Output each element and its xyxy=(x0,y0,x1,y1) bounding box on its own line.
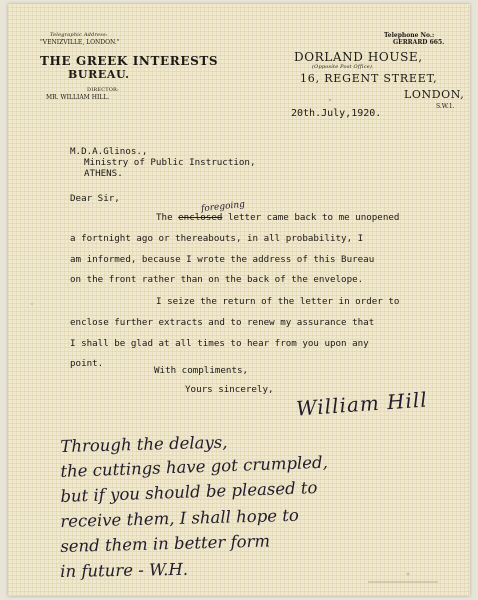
salutation: Dear Sir, xyxy=(70,193,120,204)
recipient-line: ATHENS. xyxy=(84,168,123,179)
paragraph-line: am informed, because I wrote the address of this Bureau xyxy=(70,253,375,265)
handwritten-note-line: send them in better form xyxy=(60,531,271,556)
paragraph-line: on the front rather than on the back of the envelope. xyxy=(70,274,364,286)
handwritten-note-line: receive them, I shall hope to xyxy=(60,505,300,531)
director-name: MR. WILLIAM HILL. xyxy=(46,94,110,101)
handwritten-note-line: but if you should be pleased to xyxy=(60,478,318,506)
paragraph-line: point. xyxy=(70,358,104,370)
letter-date: 20th.July,1920. xyxy=(291,108,382,119)
address-building: DORLAND HOUSE, xyxy=(294,50,423,64)
recipient-line: M.D.A.Glinos., xyxy=(70,146,148,157)
address-street: 16, REGENT STREET, xyxy=(300,72,438,85)
letter-sheet xyxy=(8,4,470,596)
paragraph-line: I shall be glad at all times to hear from you upon any xyxy=(70,337,369,349)
paragraph-line: enclose further extracts and to renew my assurance that xyxy=(70,316,375,328)
address-district: S.W.1. xyxy=(436,103,455,110)
organization-name-line2: BUREAU. xyxy=(68,68,130,81)
handwritten-note-line: Through the delays, xyxy=(60,432,228,456)
closing-sincerely: Yours sincerely, xyxy=(185,384,274,395)
handwritten-insertion: foregoing xyxy=(200,199,246,215)
paragraph-text: The xyxy=(156,212,179,223)
paragraph-line: a fortnight ago or thereabouts, in all probability, I xyxy=(70,232,364,244)
telegraphic-address-name: "VENIZVILLE, LONDON." xyxy=(40,39,120,46)
handwritten-note-line: in future - W.H. xyxy=(60,559,189,581)
address-note: (Opposite Post Office). xyxy=(312,64,374,70)
paragraph-line: I seize the return of the letter in order to xyxy=(156,296,400,307)
director-label: DIRECTOR: xyxy=(87,87,119,93)
telephone-label: Telephone No.: xyxy=(384,32,435,39)
paragraph-text: letter came back to me unopened xyxy=(222,212,400,223)
handwritten-note-line: the cuttings have got crumpled, xyxy=(60,452,329,481)
recipient-line: Ministry of Public Instruction, xyxy=(84,157,256,168)
organization-name-line1: THE GREEK INTERESTS xyxy=(40,54,219,68)
signature: William Hill xyxy=(295,387,429,421)
paper-texture xyxy=(8,4,470,596)
address-city: LONDON, xyxy=(404,88,465,101)
telegraphic-address-label: Telegraphic Address: xyxy=(50,32,108,38)
closing-compliments: With compliments, xyxy=(154,365,249,376)
struck-word: enclosed xyxy=(178,212,223,223)
telephone-number: GERRARD 665. xyxy=(393,39,445,46)
